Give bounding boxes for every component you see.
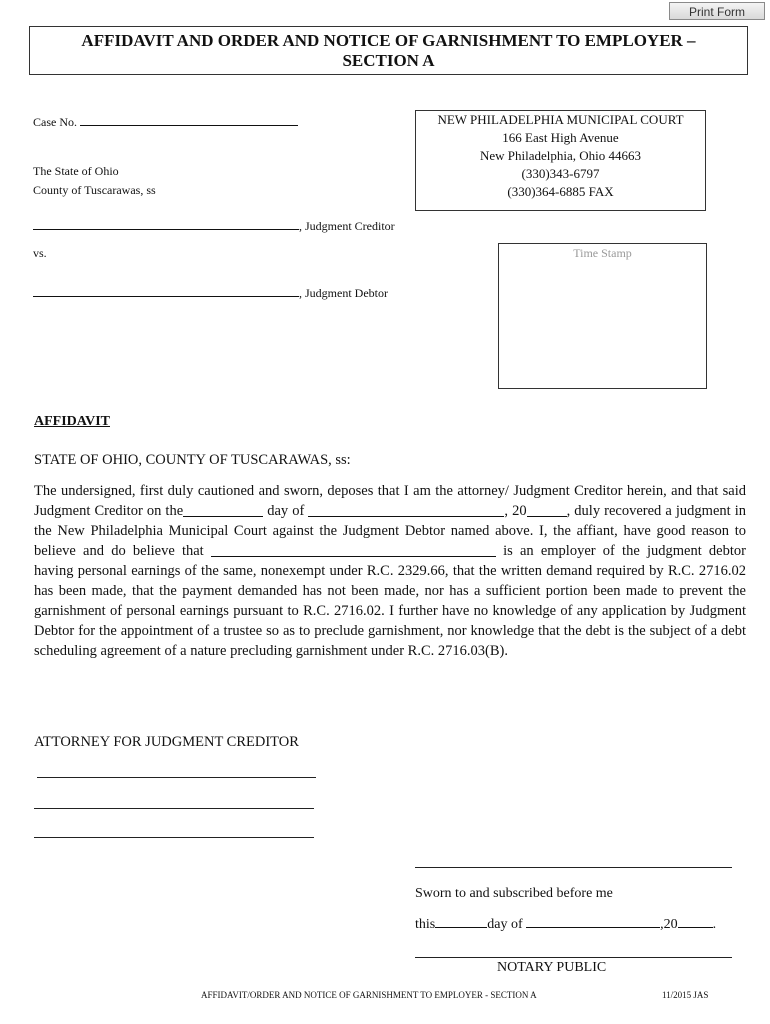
affidavit-paragraph [34,481,746,661]
title-line-1: AFFIDAVIT AND ORDER AND NOTICE OF GARNISHMENT TO EMPLOYER – [81,31,696,50]
attorney-heading: ATTORNEY FOR JUDGMENT CREDITOR [34,734,299,750]
recovery-day-field[interactable] [183,503,263,517]
paragraph-part-3: , 20 [504,503,527,519]
day-of-label: day of [487,917,523,932]
recovery-month-field[interactable] [308,503,504,517]
notary-signature-line[interactable] [415,867,732,868]
period: . [712,917,717,932]
title-line-2: SECTION A [342,51,435,70]
recovery-year-field[interactable] [527,503,567,517]
footer-revision: 11/2015 JAS [662,990,709,1000]
print-form-button[interactable]: Print Form [669,2,765,20]
county-line: County of Tuscarawas, ss [33,183,156,197]
paragraph-part-4: , duly recovered a judgment in the New Philadelphia Municipal Court against the Judgment Debtor named above. I, the affiant, have good reason to believe and do believe that [34,503,747,559]
notary-month-field[interactable] [526,915,660,928]
sworn-statement: Sworn to and subscribed before me [415,886,613,901]
this-label: this [415,917,436,932]
attorney-signature-line-1[interactable] [37,777,316,778]
notary-public-line[interactable] [415,957,732,958]
paragraph-part-1: The undersigned, first duly cautioned and sworn, deposes that I am the attorney/ Judgment Creditor herein, and that said Judgment Creditor on the [34,483,746,519]
notary-year-field[interactable] [678,915,713,928]
year-prefix: ,20 [660,917,678,932]
judgment-debtor-label: , Judgment Debtor [299,286,388,300]
case-no-label: Case No. [33,115,77,129]
case-no-row [33,113,298,130]
attorney-signature-line-3[interactable] [34,837,314,838]
paragraph-part-5: is an employer of the judgment debtor having personal earnings of the same, nonexempt under R.C. 2329.66, that the written demand required by R.C. 2716.02 has been made, that the payment demanded has not been made, nor has a sufficient portion been made to prevent the garnishment of personal earnings pursuant to R.C. 2716.02. I further have no knowledge of any application by Judgment Debtor for the appointment of a trustee so as to preclude garnishment, nor knowledge that the debt is the subject of a debt scheduling agreement of a nature precluding garnishment under R.C. 2716.03(B). [34,543,746,659]
paragraph-part-2: day of [263,503,309,519]
case-no-field[interactable] [80,113,298,126]
notary-date-row [415,915,716,933]
judgment-debtor-field[interactable] [33,284,299,297]
judgment-creditor-field[interactable] [33,217,299,230]
court-fax: (330)364-6885 FAX [507,184,614,199]
judgment-creditor-label: , Judgment Creditor [299,219,395,233]
form-title [29,26,748,75]
attorney-signature-line-2[interactable] [34,808,314,809]
notary-public-label: NOTARY PUBLIC [497,960,607,975]
court-name: NEW PHILADELPHIA MUNICIPAL COURT [437,112,684,127]
employer-name-field[interactable] [211,543,496,557]
state-of-ohio: The State of Ohio [33,164,119,178]
court-address-box [415,110,706,211]
court-city: New Philadelphia, Ohio 44663 [479,148,642,163]
footer-form-title: AFFIDAVIT/ORDER AND NOTICE OF GARNISHMENT TO EMPLOYER - SECTION A [201,990,537,1000]
vs-label: vs. [33,246,47,260]
time-stamp-label: Time Stamp [573,246,632,260]
court-street: 166 East High Avenue [502,130,619,145]
court-phone: (330)343-6797 [521,166,600,181]
judgment-creditor-row [33,217,395,234]
state-county-line: STATE OF OHIO, COUNTY OF TUSCARAWAS, ss: [34,452,351,468]
time-stamp-box [498,243,707,389]
judgment-debtor-row [33,284,388,301]
affidavit-heading: AFFIDAVIT [34,414,110,429]
notary-day-field[interactable] [435,915,487,928]
